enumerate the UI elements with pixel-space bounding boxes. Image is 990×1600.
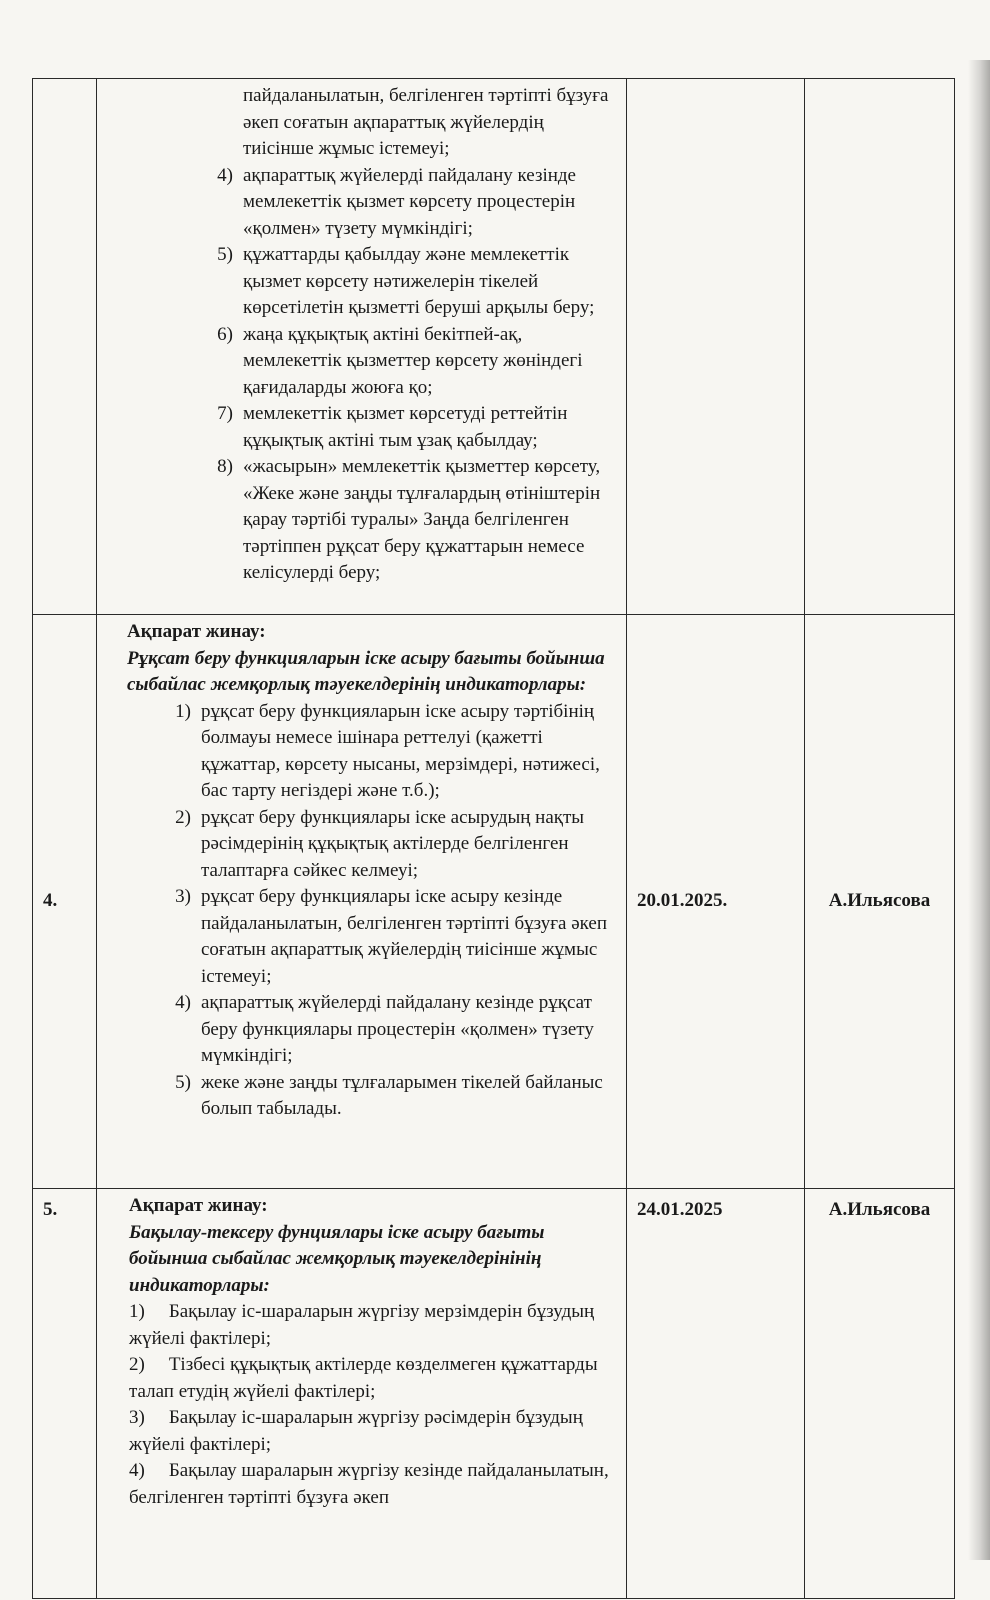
item-number: 3): [175, 886, 191, 907]
list-item: [205, 454, 618, 587]
item-number: 7): [217, 403, 233, 424]
item-number: 1): [175, 700, 191, 722]
indicator-list: [129, 1299, 618, 1511]
item-text: ақпараттық жүйелерді пайдалану кезінде рұқсат беру функциялары процестерін «қолмен» түзету мүмкіндігі;: [201, 992, 594, 1066]
plan-table: [32, 78, 955, 1599]
item-text: «жасырын» мемлекеттік қызметтер көрсету, «Жеке және заңды тұлғалардың өтініштерін қарау тәртібі туралы» Заңда белгіленген тәртіппен рұқсат беру құжаттарын немесе келісулерді беру;: [243, 456, 601, 583]
section-heading: Ақпарат жинау:: [127, 621, 266, 642]
item-text: рұқсат беру функцияларын іске асыру тәртібінің болмауы немесе ішінара реттелуі (қажетті құжаттар, көрсету нысаны, мерзімдері, нәтижесі, бас тарту негіздері және т.б.);: [201, 700, 600, 801]
list-item: [129, 1405, 618, 1458]
list-item: [163, 1070, 618, 1123]
responsible-cell: [805, 79, 955, 615]
item-text: жеке және заңды тұлғаларымен тікелей байланыс болып табылады.: [201, 1071, 603, 1119]
list-item: [163, 884, 618, 990]
item-number: 5): [217, 244, 233, 265]
item-number: 1): [129, 1301, 145, 1322]
item-text: рұқсат беру функциялары іске асырудың нақты рәсімдерінің құқықтық актілерде белгіленген талаптарға сәйкес келмеуі;: [201, 806, 585, 881]
list-item: [163, 805, 618, 885]
content-cell: [97, 1189, 627, 1599]
list-item: [163, 990, 618, 1070]
item-number: 2): [175, 806, 191, 828]
date-cell: [627, 79, 805, 615]
item-number: 2): [129, 1354, 145, 1375]
table-row: [33, 615, 955, 1189]
scan-edge-shadow: [968, 60, 990, 1560]
indicator-list: [163, 699, 618, 1123]
list-item: [129, 1458, 618, 1511]
item-number: 3): [129, 1407, 145, 1428]
item-text: Бақылау шараларын жүргізу кезінде пайдаланылатын, белгіленген тәртіпті бұзуға әкеп: [129, 1460, 609, 1508]
continuation-text: пайдаланылатын, белгіленген тәртіпті бұзуға әкеп соғатын ақпараттық жүйелердің тиісінше жұмыс істемеуі;: [243, 85, 609, 159]
item-number: 4): [217, 164, 233, 186]
item-number: 4): [175, 992, 191, 1013]
responsible-person: А.Ильясова: [805, 1189, 955, 1599]
item-number: 4): [129, 1460, 145, 1481]
due-date: 20.01.2025.: [627, 615, 805, 1189]
list-item: [129, 1299, 618, 1352]
section-subheading: Рұқсат беру функцияларын іске асыру бағыты бойынша сыбайлас жемқорлық тәуекелдерінің индикаторлары:: [127, 647, 605, 695]
number-cell: [33, 79, 97, 615]
responsible-person: А.Ильясова: [805, 615, 955, 1189]
item-text: жаңа құқықтық актіні бекітпей-ақ, мемлекеттік қызметтер көрсету жөніндегі қағидаларды жоюға қо;: [243, 323, 583, 398]
section-heading: Ақпарат жинау:: [129, 1195, 268, 1216]
item-number: 5): [175, 1071, 191, 1093]
row-number: 4.: [33, 615, 97, 1189]
content-cell: [97, 615, 627, 1189]
table-row: [33, 1189, 955, 1599]
item-number: 8): [217, 456, 233, 477]
item-text: ақпараттық жүйелерді пайдалану кезінде мемлекеттік қызмет көрсету процестерін «қолмен» түзету мүмкіндігі;: [243, 164, 576, 239]
list-item: [205, 163, 618, 243]
list-item: [205, 322, 618, 402]
list-item: [205, 242, 618, 322]
list-item: [129, 1352, 618, 1405]
item-text: мемлекеттік қызмет көрсетуді реттейтін құқықтық актіні тым ұзақ қабылдау;: [243, 403, 568, 451]
content-cell: [97, 79, 627, 615]
item-text: Тізбесі құқықтық актілерде көзделмеген құжаттарды талап етудің жүйелі фактілері;: [129, 1354, 598, 1402]
row-number: 5.: [33, 1189, 97, 1599]
section-subheading: Бақылау-тексеру фунциялары іске асыру бағыты бойынша сыбайлас жемқорлық тәуекелдерінінің индикаторлары:: [129, 1221, 545, 1296]
indicator-list: [205, 163, 618, 587]
list-item: [205, 401, 618, 454]
item-text: Бақылау іс-шараларын жүргізу рәсімдерін бұзудың жүйелі фактілері;: [129, 1407, 583, 1455]
due-date: 24.01.2025: [627, 1189, 805, 1599]
item-text: Бақылау іс-шараларын жүргізу мерзімдерін бұзудың жүйелі фактілері;: [129, 1301, 595, 1349]
item-number: 6): [217, 323, 233, 345]
table-row: [33, 79, 955, 615]
item-text: құжаттарды қабылдау және мемлекеттік қызмет көрсету нәтижелерін тікелей көрсетілетін қызметті беруші арқылы беру;: [243, 244, 595, 318]
list-item: [163, 699, 618, 805]
item-text: рұқсат беру функциялары іске асыру кезінде пайдаланылатын, белгіленген тәртіпті бұзуға әкеп соғатын ақпараттық жүйелердің тиісінше жұмыс істемеуі;: [201, 886, 608, 987]
